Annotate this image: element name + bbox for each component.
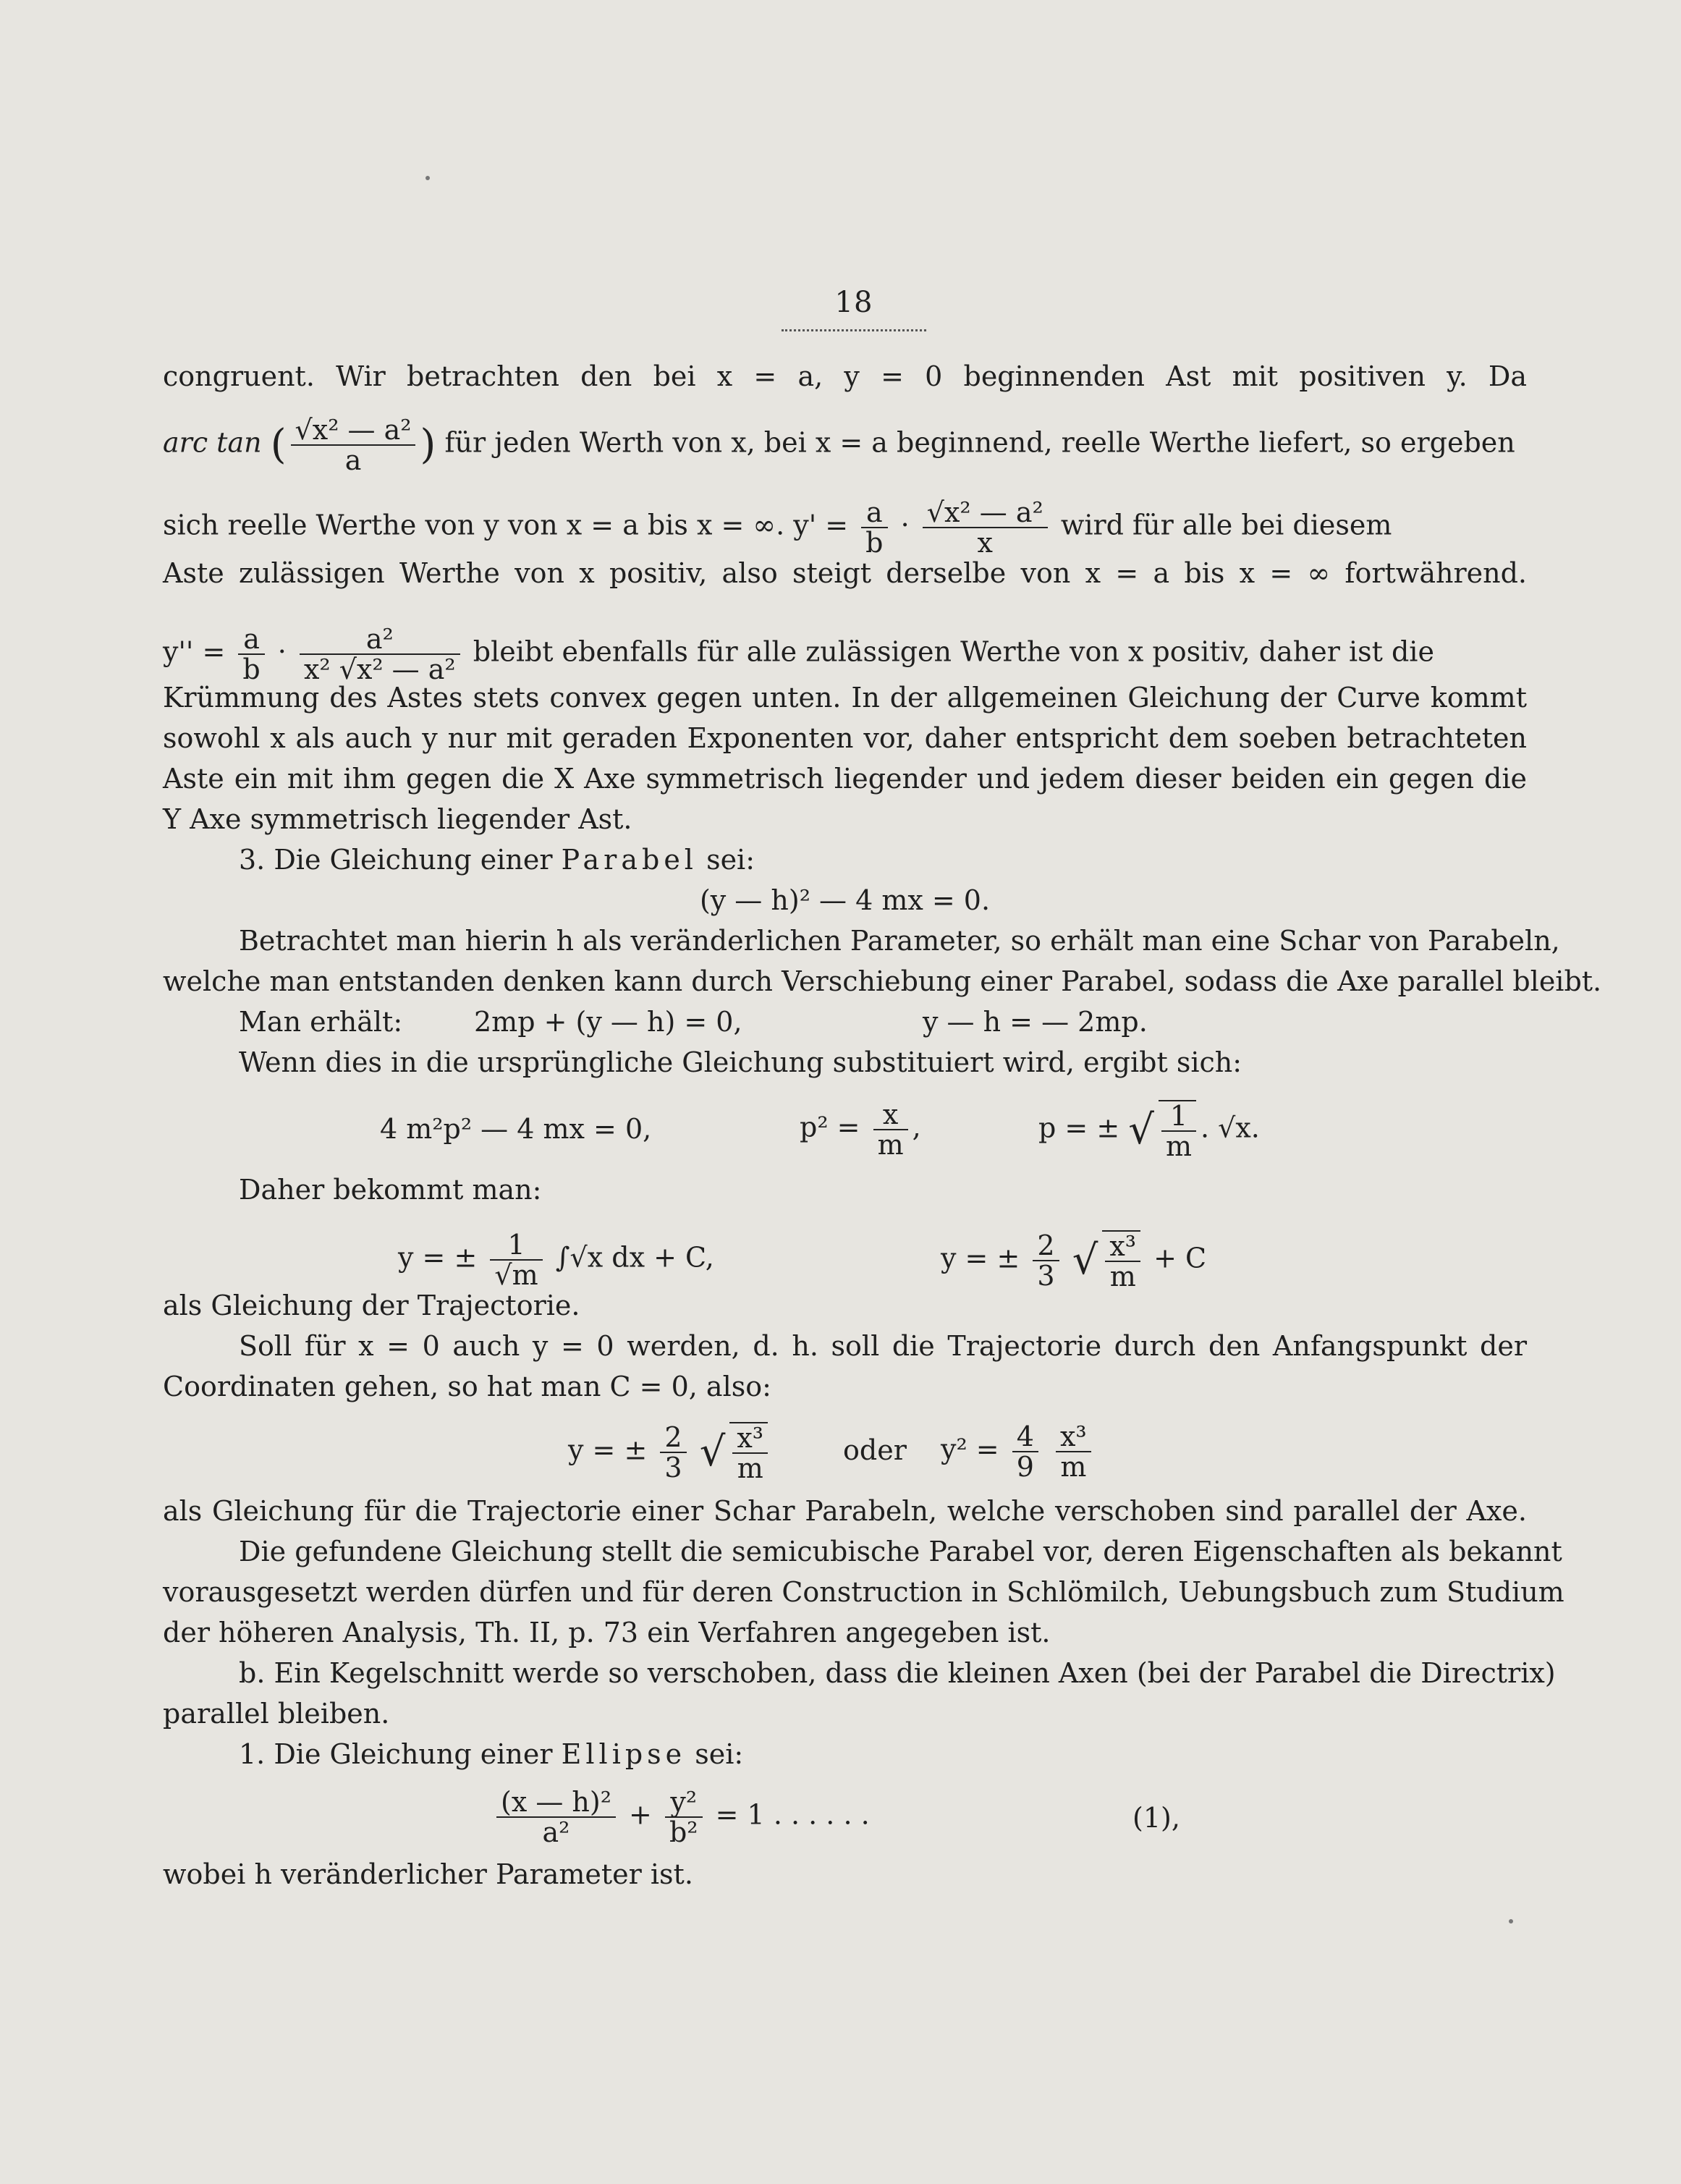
equation-13c: y — h = — 2mp. (923, 1006, 1148, 1038)
text-line-23: b. Ein Kegelschnitt werde so verschoben, dass die kleinen Axen (bei der Parabel die Directrix) (239, 1657, 1556, 1689)
text-line-20: Die gefundene Gleichung stellt die semicubische Parabel vor, deren Eigenschaften als bekannt (239, 1536, 1562, 1567)
equation-3a: y = ± $\frac{1}{√m}$ ∫√x dx + C, (398, 1229, 714, 1291)
text-line-14: Wenn dies in die ursprüngliche Gleichung substituiert wird, ergibt sich: (239, 1046, 1242, 1078)
text-line-24: parallel bleiben. (163, 1698, 390, 1730)
text-line-17: Soll für x = 0 auch y = 0 werden, d. h. soll die Trajectorie durch den Anfangspunkt der (239, 1330, 1527, 1362)
equation-2b: p² = $\frac{x}{m}$ , (800, 1099, 921, 1161)
equation-ellipse-tag: (1), (1132, 1802, 1180, 1834)
equation-4a: y = ± $\frac{2}{3}$ √ $\frac{\text{x³}}{m}$ (568, 1422, 772, 1483)
equation-3b: y = ± $\frac{2}{3}$ √ $\frac{\text{x³}}{m}$ + C (941, 1229, 1207, 1292)
fraction-a-over-b: $\frac{a}{b}$ (861, 498, 887, 557)
fraction-root-over-x: $\frac{\text{√x² — a²}}{x}$ (923, 498, 1048, 557)
text-line-13a: Man erhält: (239, 1006, 403, 1038)
equation-4b: y² = $\frac{4}{9}$ $\frac{\text{x³}}{m}$ (941, 1422, 1096, 1481)
text-line-18: Coordinaten gehen, so hat man C = 0, also: (163, 1371, 771, 1402)
text-line-15: Daher bekommt man: (239, 1174, 542, 1206)
text-line-16: als Gleichung der Trajectorie. (163, 1290, 580, 1321)
section-1-heading: 1. Die Gleichung einer Ellipse sei: (239, 1738, 744, 1770)
equation-4-oder: oder (843, 1434, 907, 1466)
equation-13b: 2mp + (y — h) = 0, (474, 1006, 742, 1038)
text-line-26: wobei h veränderlicher Parameter ist. (163, 1858, 693, 1890)
equation-2a: 4 m²p² — 4 mx = 0, (380, 1113, 652, 1145)
second-derivative-fraction: $\frac{\text{a²}}{\text{x² √x² — a²}}$ (300, 625, 460, 684)
text-line-22: der höheren Analysis, Th. II, p. 73 ein Verfahren angegeben ist. (163, 1617, 1051, 1648)
equation-parabola: (y — h)² — 4 mx = 0. (699, 884, 991, 916)
equation-ellipse: $\frac{\text{(x — h)²}}{\text{a²}}$ + $\frac{\text{y²}}{\text{b²}}$ = 1 . . . . . . (492, 1787, 870, 1847)
arctan-fraction: $\frac{\text{√x² — a²}}{a}$ (291, 415, 416, 475)
text-line-8: Aste ein mit ihm gegen die X Axe symmetrisch liegender und jedem dieser beiden ein gegen die (163, 763, 1527, 795)
text-line-11: Betrachtet man hierin h als veränderlichen Parameter, so erhält man eine Schar von Parabeln, (239, 925, 1560, 957)
text-line-6: Krümmung des Astes stets convex gegen unten. In der allgemeinen Gleichung der Curve kommt (163, 682, 1527, 714)
text-line-5: y'' = $\frac{a}{b}$ · $\frac{\text{a²}}{\text{x² √x² — a²}}$ bleibt ebenfalls für alle zulässigen Werthe von x positiv, daher ist die (163, 623, 1434, 685)
text-line-3: sich reelle Werthe von y von x = a bis x = ∞. y' = $\frac{a}{b}$ · $\frac{\text{√x² — a²}}{x}$ wird für alle bei diesem (163, 496, 1392, 559)
text-line-7: sowohl x als auch y nur mit geraden Exponenten vor, daher entspricht dem soeben betrachteten (163, 722, 1527, 754)
text-line-12: welche man entstanden denken kann durch Verschiebung einer Parabel, sodass die Axe parallel bleibt. (163, 965, 1602, 997)
text-line-1: congruent. Wir betrachten den bei x = a, y = 0 beginnenden Ast mit positiven y. Da (163, 360, 1527, 392)
page-number: 18 (782, 286, 926, 331)
text-line-4: Aste zulässigen Werthe von x positiv, also steigt derselbe von x = a bis x = ∞ fortwährend. (163, 557, 1527, 589)
text-line-9: Y Axe symmetrisch liegender Ast. (163, 803, 632, 835)
page-number-ornament (782, 322, 926, 331)
paper-speck (1509, 1919, 1513, 1923)
text-line-19: als Gleichung für die Trajectorie einer Schar Parabeln, welche verschoben sind parallel der Axe. (163, 1495, 1527, 1527)
paper-speck (425, 176, 430, 180)
text-line-2: arc tan ( $\frac{\text{√x² — a²}}{a}$ ) für jeden Werth von x, bei x = a beginnend, reelle Werthe liefert, so ergeben (163, 414, 1515, 476)
equation-2c: p = ± √ $\frac{1}{m}$ . √x. (1038, 1100, 1260, 1162)
text-line-21: vorausgesetzt werden dürfen und für deren Construction in Schlömilch, Uebungsbuch zum Studium (163, 1576, 1564, 1608)
section-3-heading: 3. Die Gleichung einer Parabel sei: (239, 844, 755, 876)
